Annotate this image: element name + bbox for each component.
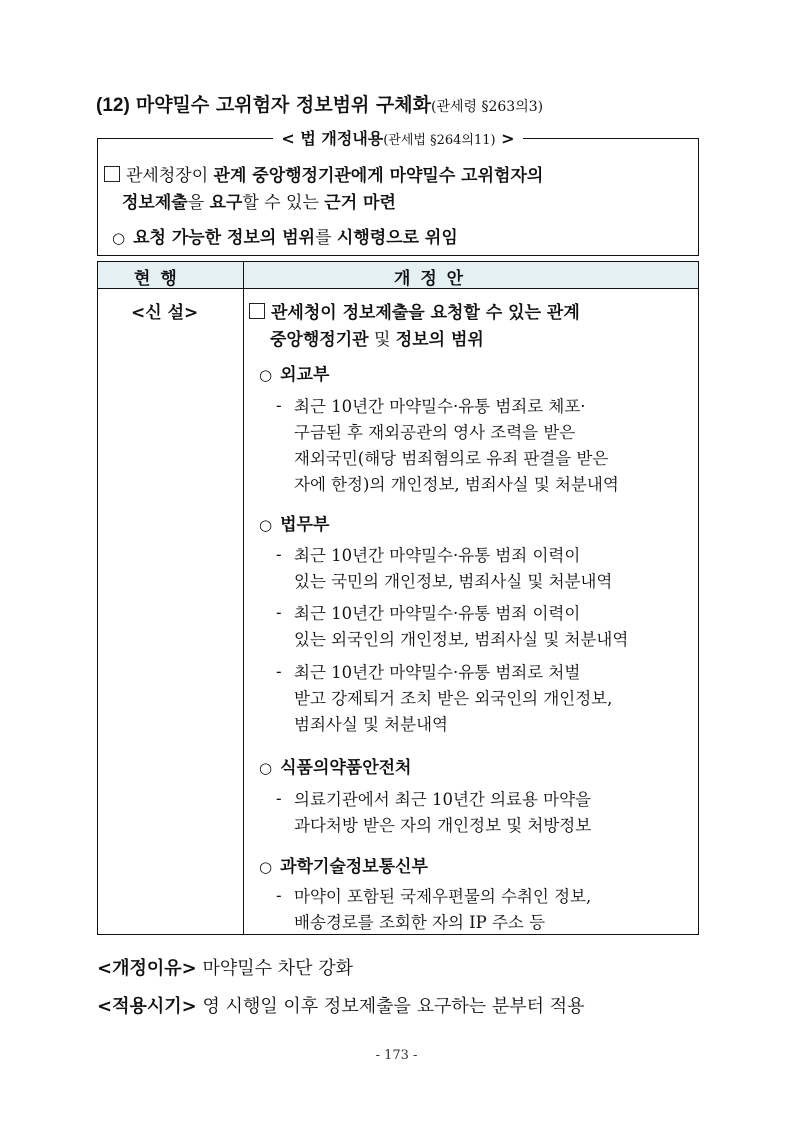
header-current: 현 행 <box>134 269 179 289</box>
comparison-table <box>97 261 699 935</box>
circle-bullet-icon: ○ <box>112 229 126 247</box>
table-header-row <box>98 262 698 289</box>
law-box-title: < 법 개정내용(관세법 §264의11) > <box>98 126 698 149</box>
reason-label: <개정이유> <box>97 958 197 979</box>
proposed-main-line-2: 중앙행정기관 및 정보의 범위 <box>270 330 484 350</box>
list-item: 최근 10년간 마약밀수·유통 범죄로 처벌 받고 강제퇴거 조치 받은 외국인의 개인정보, 범죄사실 및 처분내역 <box>294 663 613 734</box>
effective-text: 영 시행일 이후 정보제출을 요구하는 분부터 적용 <box>196 996 585 1017</box>
section-reference: (관세령 §263의3) <box>431 99 544 115</box>
agency-heading: ○ 과학기술정보통신부 <box>259 857 428 877</box>
law-box-line-1: 관세청장이 관계 중앙행정기관에게 마약밀수 고위험자의 <box>104 161 543 186</box>
checkbox-square-icon <box>104 166 120 182</box>
law-amendment-box <box>97 129 699 256</box>
section-heading <box>96 90 543 117</box>
agency-heading: ○ 외교부 <box>259 365 330 385</box>
section-number: (12) <box>96 95 130 116</box>
list-item: 마약이 포함된 국제우편물의 수취인 정보, 배송경로를 조회한 자의 IP 주소 등 <box>294 887 592 932</box>
dash-bullet: - <box>276 396 282 415</box>
reason-text: 마약밀수 차단 강화 <box>196 958 353 979</box>
law-box-line-2: 정보제출을 요구할 수 있는 근거 마련 <box>122 193 396 213</box>
section-title: 마약밀수 고위험자 정보범위 구체화 <box>135 94 431 116</box>
header-proposed: 개 정 안 <box>394 269 466 289</box>
current-value: <신 설> <box>131 303 199 323</box>
effective-date <box>97 992 585 1018</box>
agency-heading: ○ 법무부 <box>259 515 330 535</box>
circle-bullet-icon: ○ <box>259 759 273 777</box>
list-item: 의료기관에서 최근 10년간 의료용 마약을 과다처방 받은 자의 개인정보 및 처방정보 <box>294 790 592 835</box>
list-item: 최근 10년간 마약밀수·유통 범죄로 체포· 구금된 후 재외공관의 영사 조력을 받은 재외국민(해당 범죄혐의로 유죄 판결을 받은 자에 한정)의 개인정보, 범죄사실 및 처분내역 <box>294 397 619 494</box>
law-box-line-3: ○ 요청 가능한 정보의 범위를 시행령으로 위임 <box>112 228 458 248</box>
checkbox-square-icon <box>249 303 265 319</box>
agency-heading: ○ 식품의약품안전처 <box>259 758 412 778</box>
list-item: 최근 10년간 마약밀수·유통 범죄 이력이 있는 국민의 개인정보, 범죄사실 및 처분내역 <box>294 546 613 591</box>
circle-bullet-icon: ○ <box>259 366 273 384</box>
dash-bullet: - <box>276 545 282 564</box>
dash-bullet: - <box>276 603 282 622</box>
effective-label: <적용시기> <box>97 996 197 1017</box>
circle-bullet-icon: ○ <box>259 858 273 876</box>
amendment-reason <box>97 954 353 980</box>
page-number: - 173 - <box>375 1048 418 1063</box>
dash-bullet: - <box>276 789 282 808</box>
dash-bullet: - <box>276 886 282 905</box>
column-divider <box>243 262 244 934</box>
dash-bullet: - <box>276 662 282 681</box>
list-item: 최근 10년간 마약밀수·유통 범죄 이력이 있는 외국인의 개인정보, 범죄사실 및 처분내역 <box>294 604 629 649</box>
proposed-main-line-1: 관세청이 정보제출을 요청할 수 있는 관계 <box>249 298 580 323</box>
circle-bullet-icon: ○ <box>259 516 273 534</box>
